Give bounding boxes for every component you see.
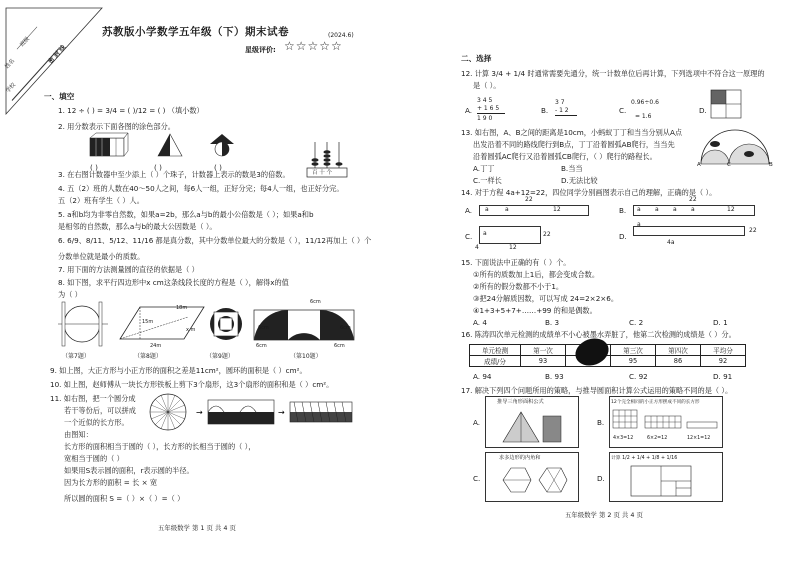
q2-blank-2[interactable]: ( ) (154, 163, 162, 172)
q17b-eq-2: 6×2=12 (647, 436, 668, 441)
name-label: 姓名 (4, 58, 17, 71)
q16-header-cell: 第四次 (656, 345, 701, 356)
q16-table-score-row (470, 356, 746, 367)
q17b-eq-1: 4×3=12 (613, 436, 634, 441)
q11-line-2: 若干等份后，可以拼成 (64, 406, 136, 415)
q15-item-1: ①所有的质数加上1后，都会变成合数。 (473, 270, 600, 279)
q14b-seg-3: a (673, 206, 677, 213)
q13-arcs-figure (695, 124, 775, 170)
q15-item-2: ②所有的假分数都不小于1。 (473, 282, 564, 291)
q11-line-5: 长方形的面积相当于圆的（ ），长方形的长相当于圆的（ ）， (64, 442, 256, 451)
q12-option-d[interactable]: D. (699, 106, 707, 115)
fig8-label: （第8题） (134, 353, 162, 360)
q14-option-c[interactable]: C. (465, 232, 473, 241)
q15-item-3: ③把24分解质因数，可以写成 24=2×2×6。 (473, 294, 619, 303)
fig10-dim-3: 6cm (334, 343, 345, 349)
q12b-calc-2: - 1 2 (555, 107, 569, 114)
q12a-calc-1: 3 4 5 (477, 97, 493, 104)
q12a-calc-2: + 1 6 5 (477, 105, 500, 112)
q12a-calc-3: 1 9 0 (477, 115, 493, 122)
q14a-total: 22 (525, 196, 533, 203)
q3: 3. 在右图计数器中至少添上（ ）个珠子，计数器上表示的数是3的倍数。 (58, 170, 290, 179)
q15-option-d[interactable]: D. 1 (713, 318, 728, 327)
svg-text:→: → (196, 408, 203, 417)
q17b-caption: 12个完全相同的小正方形摆成不同的长方形 (611, 400, 700, 405)
school-label: 学校 (5, 82, 18, 95)
q9: 9. 如上图，大正方形与小正方形的面积之差是11cm²，圆环的面积是（ ）cm²。 (50, 366, 307, 375)
q12b-calc-rule (555, 115, 577, 116)
page-2-footer: 五年级数学 第 2 页 共 4 页 (565, 511, 643, 519)
q7: 7. 用下面的方法测量圆的直径的依据是（ ） (58, 265, 199, 274)
class-label: 班级 (19, 36, 32, 49)
q11-line-7: 如果用S表示圆的面积，r表示圆的半径。 (64, 466, 194, 475)
q16-option-c[interactable]: C. 92 (629, 372, 648, 381)
fig10-dim-1: 6cm (256, 343, 267, 349)
q16-header-cell: 单元检测 (470, 345, 521, 356)
q14b-seg-5: 12 (727, 206, 735, 213)
q12-option-c[interactable]: C. (619, 106, 627, 115)
q17c-polygons-figure (497, 464, 569, 498)
q10: 10. 如上图，赵师傅从一块长方形铁板上剪下3个扇形，这3个扇形的面积和是（ ）cm²。 (50, 380, 334, 389)
q14c-a: a (483, 230, 487, 237)
q5-line-1: 5. a和b均为非零自然数，如果a=2b，那么a与b的最小公倍数是（ ）；如果a和b (58, 210, 314, 219)
q17-option-a[interactable]: A. (473, 418, 481, 427)
q11-line-1: 11. 如右图，把一个圆分成 (50, 394, 136, 403)
q17-option-c[interactable]: C. (473, 474, 481, 483)
q15-option-c[interactable]: C. 2 (629, 318, 644, 327)
q17-option-d[interactable]: D. (597, 474, 605, 483)
q13-line-2: 出发沿着不同的路线爬行到B点，丁丁沿着圆弧AB爬行，当当先 (473, 140, 675, 149)
q11-circle-rearrange (146, 390, 356, 436)
q17: 17. 解决下列四个问题所用的策略，与推导圆面积计算公式运用的策略不同的是（ ）。 (461, 386, 733, 395)
q12-line-2: 是（ ）。 (473, 81, 501, 90)
fig10-dim-4: 6cm (258, 325, 269, 331)
q14c-total: 22 (543, 231, 551, 238)
q13-option-d[interactable]: D.无法比较 (561, 176, 598, 185)
q16-score-cell: 成绩/分 (470, 356, 521, 367)
q13-point-c: C (727, 162, 731, 168)
q17a-triangle-figure (499, 408, 565, 444)
q11-sector-strip-2 (290, 402, 352, 422)
q14a-seg-3: 12 (553, 206, 561, 213)
q11-line-4: 由图知： (64, 430, 93, 439)
fig8-parallelogram (118, 303, 208, 345)
q14a-seg-2: a (505, 206, 509, 213)
abacus-label: 百 十 个 (312, 170, 332, 176)
fig8-dim-3: 24m (150, 343, 162, 349)
q12b-calc-1: 3 7 (555, 99, 565, 106)
page-1-footer: 五年级数学 第 1 页 共 4 页 (158, 524, 236, 532)
q13-point-a: A (697, 162, 701, 168)
q16: 16. 陈涛四次单元检测的成绩单不小心被墨水弄脏了，他第二次检测的成绩是（ ）分。 (461, 330, 736, 339)
q17a-caption: 推导三角形面积公式 (497, 399, 544, 405)
q14-option-d[interactable]: D. (619, 232, 627, 241)
q14a-seg-1: a (485, 206, 489, 213)
q16-header-cell: 平均分 (701, 345, 746, 356)
q14b-seg-2: a (655, 206, 659, 213)
seal-line-text: 密 封 线 (47, 43, 68, 66)
q11-circle-sectors (150, 394, 186, 430)
q13-option-b[interactable]: B.当当 (561, 164, 583, 173)
q14b-seg-4: a (691, 206, 695, 213)
q13-option-c[interactable]: C.一样长 (473, 176, 502, 185)
fig10-label: （第10题） (290, 353, 322, 360)
q6-line-1: 6. 6/9、8/11、5/12、11/16 都是真分数，其中分数单位最大的分数是（ ），11/12再加上（ ）个 (58, 236, 372, 245)
q4-line-1: 4. 五（2）班的人数在40～50人之间，每6人一组，正好分完；每4人一组，也正好分完。 (58, 184, 344, 193)
q6-line-2: 分数单位就是最小的质数。 (58, 252, 145, 261)
q12c-calc-1: 0.96÷0.6 (631, 99, 659, 106)
q14d-4a: 4a (667, 239, 675, 246)
exam-page-2 (397, 0, 794, 561)
exam-title: 苏教版小学数学五年级（下）期末试卷 (102, 26, 289, 38)
fig10-dim-5: 6cm (340, 325, 351, 331)
q2: 2. 用分数表示下面各图的涂色部分。 (58, 122, 175, 131)
q8-line-2: 为（ ） (58, 290, 82, 299)
q14c-rect (479, 226, 541, 244)
section-1-heading: 一、填空 (44, 92, 75, 101)
q14b-total: 22 (689, 196, 697, 203)
fig10-dim-2: 6cm (310, 299, 321, 305)
q14-option-b[interactable]: B. (619, 206, 627, 215)
q12c-calc-2: = 1.6 (635, 113, 652, 120)
q12-option-a[interactable]: A. (465, 106, 473, 115)
q2-blank-1[interactable]: ( ) (90, 163, 98, 172)
q15-option-b[interactable]: B. 3 (545, 318, 560, 327)
q14d-total: 22 (749, 227, 757, 234)
q13-option-a[interactable]: A.丁丁 (473, 164, 495, 173)
rating-stars[interactable]: ☆☆☆☆☆ (284, 39, 343, 53)
q17c-caption: 求多边形的内角和 (499, 455, 541, 461)
q16-option-d[interactable]: D. 91 (713, 372, 733, 381)
q11-line-8: 因为长方形的面积 = 长 × 宽 (64, 478, 158, 487)
fig8-dim-1: 15m (142, 319, 154, 325)
exam-date: (2024.6) (328, 32, 354, 39)
q1: 1. 12 ÷ ( ) = 3/4 = ( )/12 = ( ) （填小数） (58, 106, 204, 115)
q17b-eq-3: 12×1=12 (687, 436, 711, 441)
fig7-label: （第7题） (62, 353, 90, 360)
q2-triangle-figure (158, 134, 182, 156)
section-2-heading: 二、选择 (461, 54, 492, 63)
q17b-squares-figure (611, 408, 719, 432)
fig9-label: （第9题） (206, 353, 234, 360)
q13-line-1: 13. 如右图，A、B之间的距离是10cm，小蚂蚁丁丁和当当分别从A点 (461, 128, 683, 137)
binding-corner (2, 2, 112, 122)
q14-option-a[interactable]: A. (465, 206, 473, 215)
q16-score-cell: 95 (611, 356, 656, 367)
q16-option-b[interactable]: B. 93 (545, 372, 564, 381)
q15-option-a[interactable]: A. 4 (473, 318, 487, 327)
q11-line-6: 宽相当于圆的（ ） (64, 454, 124, 463)
q16-score-cell: 86 (656, 356, 701, 367)
q11-line-9: 所以圆的面积 S =（ ）×（ ）=（ ） (64, 494, 185, 503)
q5-line-2: 是相邻的自然数，那么a与b的最大公因数是（ ）。 (58, 222, 217, 231)
q14c-4: 4 (475, 244, 479, 251)
q14: 14. 对于方程 4a+12=22，四位同学分别画图表示自己的理解，正确的是（ ）。 (461, 188, 717, 197)
q14c-12: 12 (509, 244, 517, 251)
q4-line-2: 五（2）班有学生（ ）人。 (58, 196, 144, 205)
q16-option-a[interactable]: A. 94 (473, 372, 492, 381)
q15-item-4: ④1+3+5+7+……+99 的和是偶数。 (473, 306, 597, 315)
q14d-bar (633, 226, 745, 236)
q2-figures (88, 132, 278, 162)
q2-blank-3[interactable]: ( ) (214, 163, 222, 172)
q11-sector-strip-1 (208, 400, 274, 424)
q16-header-cell: 第三次 (611, 345, 656, 356)
q15: 15. 下面说法中正确的有（ ）个。 (461, 258, 571, 267)
q2-cuboid-figure (90, 133, 128, 156)
svg-text:→: → (278, 408, 285, 417)
q12d-fraction-bar (709, 88, 749, 122)
q11-line-3: 一个近似的长方形。 (64, 418, 129, 427)
q14d-a: a (637, 221, 641, 228)
fig9-ring (208, 306, 248, 346)
q13-point-b: B (769, 162, 773, 168)
q17d-caption: 计算 1/2 + 1/4 + 1/8 + 1/16 (611, 456, 678, 461)
fig8-dim-2: 18m (176, 305, 188, 311)
q14b-seg-1: a (637, 206, 641, 213)
rating-label: 星级评价: (245, 46, 276, 54)
q16-score-cell: 93 (521, 356, 566, 367)
q16-header-cell: 第一次 (521, 345, 566, 356)
q13-line-3: 沿着圆弧AC爬行又沿着圆弧CB爬行，（ ）爬行的路程长。 (473, 152, 657, 161)
q16-score-cell: 92 (701, 356, 746, 367)
q2-house-figure (210, 134, 234, 156)
q12-line-1: 12. 计算 3/4 + 1/4 时通常需要先通分，统一计数单位后再计算，下列选项中不符合这一原理的 (461, 69, 765, 78)
q12-option-b[interactable]: B. (541, 106, 549, 115)
q14a-bar (479, 205, 589, 216)
q17d-fraction-square (629, 464, 709, 498)
q8-line-1: 8. 如下图，求平行四边形中x cm这条线段长度的方程是（ ），解得x的值 (58, 278, 289, 287)
fig8-dim-4: x m (186, 327, 196, 333)
q17-option-b[interactable]: B. (597, 418, 605, 427)
